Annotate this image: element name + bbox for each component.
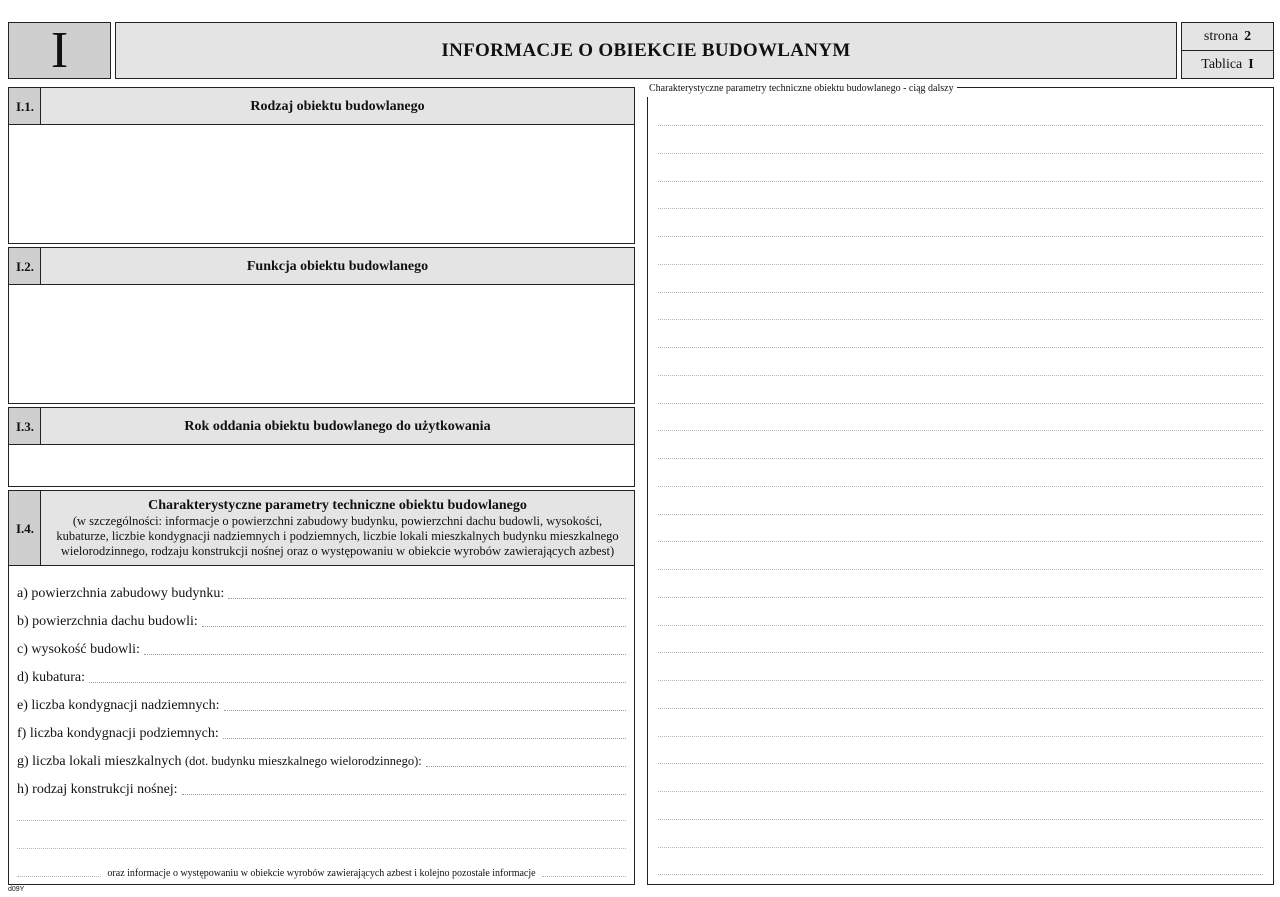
- table-number-cell: [1181, 50, 1274, 79]
- field-label: a) powierzchnia zabudowy budynku:: [17, 586, 225, 601]
- page-title: INFORMACJE O OBIEKCIE BUDOWLANYM: [441, 39, 851, 61]
- continuation-input-line[interactable]: [658, 403, 1263, 404]
- field-label: [17, 754, 426, 770]
- table-roman-numeral: I: [50, 21, 69, 79]
- asbestos-note-row: [17, 866, 626, 880]
- continuation-input-line[interactable]: [658, 125, 1263, 126]
- continuation-input-line[interactable]: [658, 153, 1263, 154]
- section-4-number: I.4.: [15, 520, 35, 536]
- continuation-legend: Charakterystyczne parametry techniczne obiektu budowlanego - ciąg dalszy: [646, 83, 957, 97]
- continuation-input-line[interactable]: [658, 347, 1263, 348]
- field-floors-above-ground[interactable]: [17, 696, 626, 714]
- continuation-input-line[interactable]: [658, 736, 1263, 737]
- continuation-input-line[interactable]: [658, 514, 1263, 515]
- section-4-title: Charakterystyczne parametry techniczne obiektu budowlanego: [148, 498, 527, 513]
- field-label: d) kubatura:: [17, 670, 86, 685]
- section-1-title: Rodzaj obiektu budowlanego: [250, 98, 425, 114]
- field-label: b) powierzchnia dachu budowli:: [17, 614, 198, 629]
- continuation-input-line[interactable]: [658, 652, 1263, 653]
- field-input-line[interactable]: [228, 597, 626, 599]
- page-number: 2: [1244, 28, 1252, 44]
- field-input-line[interactable]: [144, 653, 626, 655]
- field-input-line[interactable]: [89, 681, 626, 683]
- field-floors-below-ground[interactable]: [17, 724, 626, 742]
- continuation-input-line[interactable]: [658, 819, 1263, 820]
- continuation-input-line[interactable]: [658, 458, 1263, 459]
- continuation-input-line[interactable]: [658, 181, 1263, 182]
- section-4-number-cell: [8, 490, 42, 567]
- field-volume[interactable]: [17, 668, 626, 686]
- extra-input-line[interactable]: [17, 820, 626, 821]
- continuation-input-line[interactable]: [658, 708, 1263, 709]
- field-roof-area[interactable]: [17, 612, 626, 630]
- field-label: f) liczba kondygnacji podziemnych:: [17, 726, 219, 741]
- asbestos-note: oraz informacje o występowaniu w obiekcie wyrobów zawierających azbest i kolejno pozostałe informacje: [107, 867, 536, 879]
- continuation-input-line[interactable]: [658, 486, 1263, 487]
- continuation-input-line[interactable]: [658, 430, 1263, 431]
- section-4-description-line-3: wielorodzinnego, rodzaju konstrukcji nośnej oraz o występowaniu w obiekcie wyrobów zawierających azbest): [60, 544, 615, 558]
- field-input-line[interactable]: [202, 625, 626, 627]
- table-roman-numeral-box: [8, 22, 111, 79]
- continuation-area[interactable]: [647, 87, 1274, 885]
- field-label: h) rodzaj konstrukcji nośnej:: [17, 782, 178, 797]
- section-1-header: [40, 87, 635, 126]
- continuation-input-line[interactable]: [658, 874, 1263, 875]
- continuation-input-line[interactable]: [658, 236, 1263, 237]
- continuation-input-line[interactable]: [658, 264, 1263, 265]
- continuation-input-line[interactable]: [658, 847, 1263, 848]
- field-height[interactable]: [17, 640, 626, 658]
- note-line-right: [542, 876, 626, 877]
- section-3-input-area[interactable]: [8, 444, 635, 487]
- continuation-input-line[interactable]: [658, 597, 1263, 598]
- continuation-input-line[interactable]: [658, 791, 1263, 792]
- table-number: I: [1248, 56, 1254, 72]
- section-2-title: Funkcja obiektu budowlanego: [246, 258, 429, 274]
- section-2-input-area[interactable]: [8, 284, 635, 404]
- continuation-input-line[interactable]: [658, 625, 1263, 626]
- continuation-input-line[interactable]: [658, 319, 1263, 320]
- field-input-line[interactable]: [223, 737, 626, 739]
- section-4-fields-area: [8, 565, 635, 885]
- field-label-main: g) liczba lokali mieszkalnych: [17, 754, 182, 769]
- form-title-box: [115, 22, 1177, 79]
- continuation-input-line[interactable]: [658, 375, 1263, 376]
- form-code: d09Y: [8, 886, 25, 893]
- field-input-line[interactable]: [426, 765, 626, 767]
- continuation-input-line[interactable]: [658, 569, 1263, 570]
- page-label: strona: [1203, 28, 1239, 44]
- section-4-description-line-1: (w szczególności: informacje o powierzchni zabudowy budynku, powierzchni dachu budowli, wysokości,: [72, 514, 603, 528]
- field-label-note: (dot. budynku mieszkalnego wielorodzinnego):: [184, 754, 422, 768]
- table-label: Tablica: [1201, 56, 1243, 72]
- section-1-number: I.1.: [15, 98, 35, 114]
- field-residential-units[interactable]: [17, 752, 626, 770]
- section-3-header: [40, 407, 635, 446]
- page-number-cell: [1181, 22, 1274, 51]
- section-4-header: [40, 490, 635, 567]
- section-2-header: [40, 247, 635, 286]
- field-building-area[interactable]: [17, 584, 626, 602]
- field-input-line[interactable]: [224, 709, 626, 711]
- note-line-left: [17, 876, 101, 877]
- continuation-input-line[interactable]: [658, 763, 1263, 764]
- section-3-number: I.3.: [15, 418, 35, 434]
- field-input-line[interactable]: [182, 793, 626, 795]
- continuation-input-line[interactable]: [658, 208, 1263, 209]
- section-3-title: Rok oddania obiektu budowlanego do użytkowania: [184, 418, 491, 434]
- field-label: e) liczba kondygnacji nadziemnych:: [17, 698, 220, 713]
- section-1-number-cell: [8, 87, 42, 126]
- field-label: c) wysokość budowli:: [17, 642, 140, 657]
- extra-input-line[interactable]: [17, 848, 626, 849]
- section-1-input-area[interactable]: [8, 124, 635, 244]
- field-load-bearing-structure[interactable]: [17, 780, 626, 798]
- section-2-number: I.2.: [15, 258, 35, 274]
- section-3-number-cell: [8, 407, 42, 446]
- continuation-input-line[interactable]: [658, 541, 1263, 542]
- continuation-input-line[interactable]: [658, 292, 1263, 293]
- section-4-description-line-2: kubaturze, liczbie kondygnacji nadziemnych i podziemnych, liczbie lokali mieszkalnych budynku mieszkalnego: [56, 529, 619, 543]
- continuation-input-line[interactable]: [658, 680, 1263, 681]
- section-2-number-cell: [8, 247, 42, 286]
